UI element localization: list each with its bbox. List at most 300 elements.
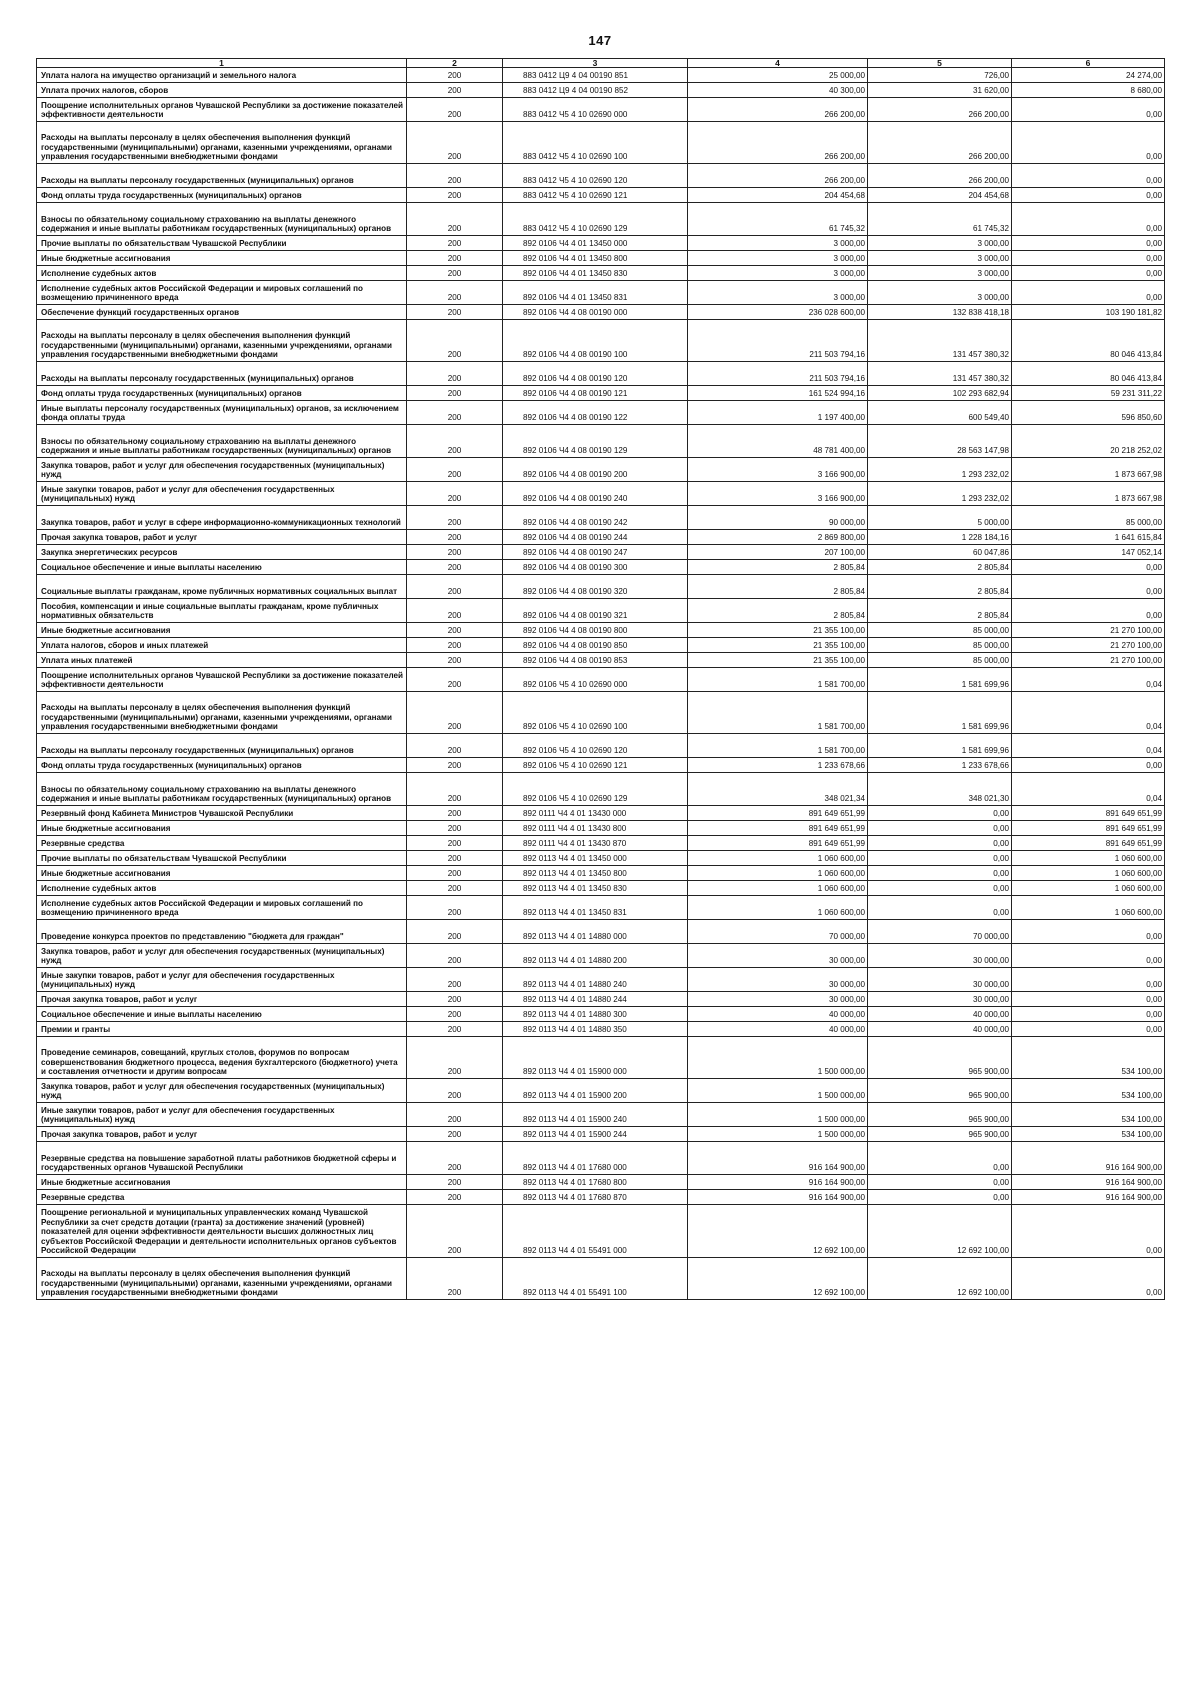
row-line-code: 200 <box>407 560 503 575</box>
row-line-code: 200 <box>407 320 503 362</box>
column-header-4: 4 <box>688 59 868 68</box>
table-row <box>37 560 1165 575</box>
row-line-code: 200 <box>407 920 503 944</box>
table-row <box>37 401 1165 425</box>
row-name: Резервные средства <box>37 1190 407 1205</box>
row-name: Закупка товаров, работ и услуг для обеспечения государственных (муниципальных) нужд <box>37 944 407 968</box>
row-unexecuted-amount: 0,00 <box>1012 575 1165 599</box>
table-row <box>37 188 1165 203</box>
row-line-code: 200 <box>407 530 503 545</box>
row-unexecuted-amount: 534 100,00 <box>1012 1037 1165 1079</box>
row-name: Уплата налогов, сборов и иных платежей <box>37 638 407 653</box>
row-unexecuted-amount: 20 218 252,02 <box>1012 425 1165 458</box>
row-approved-amount: 3 000,00 <box>688 251 868 266</box>
row-approved-amount: 1 500 000,00 <box>688 1127 868 1142</box>
row-line-code: 200 <box>407 236 503 251</box>
row-budget-code: 892 0111 Ч4 4 01 13430 000 <box>503 806 688 821</box>
row-name: Уплата иных платежей <box>37 653 407 668</box>
row-name: Социальное обеспечение и иные выплаты населению <box>37 560 407 575</box>
row-unexecuted-amount: 80 046 413,84 <box>1012 320 1165 362</box>
row-name: Поощрение исполнительных органов Чувашской Республики за достижение показателей эффективности деятельности <box>37 98 407 122</box>
row-executed-amount: 3 000,00 <box>868 266 1012 281</box>
table-row <box>37 83 1165 98</box>
row-unexecuted-amount: 0,00 <box>1012 188 1165 203</box>
table-row <box>37 836 1165 851</box>
row-executed-amount: 30 000,00 <box>868 944 1012 968</box>
row-budget-code: 892 0113 Ч4 4 01 13450 800 <box>503 866 688 881</box>
row-line-code: 200 <box>407 623 503 638</box>
row-executed-amount: 85 000,00 <box>868 653 1012 668</box>
row-line-code: 200 <box>407 386 503 401</box>
row-executed-amount: 131 457 380,32 <box>868 362 1012 386</box>
row-line-code: 200 <box>407 281 503 305</box>
row-unexecuted-amount: 0,00 <box>1012 1205 1165 1258</box>
table-row <box>37 851 1165 866</box>
table-row <box>37 362 1165 386</box>
row-line-code: 200 <box>407 575 503 599</box>
row-unexecuted-amount: 21 270 100,00 <box>1012 623 1165 638</box>
row-name: Расходы на выплаты персоналу государственных (муниципальных) органов <box>37 164 407 188</box>
row-approved-amount: 40 000,00 <box>688 1007 868 1022</box>
row-line-code: 200 <box>407 545 503 560</box>
row-unexecuted-amount: 0,00 <box>1012 203 1165 236</box>
row-approved-amount: 30 000,00 <box>688 992 868 1007</box>
row-executed-amount: 1 293 232,02 <box>868 458 1012 482</box>
row-approved-amount: 30 000,00 <box>688 944 868 968</box>
row-unexecuted-amount: 147 052,14 <box>1012 545 1165 560</box>
row-approved-amount: 916 164 900,00 <box>688 1175 868 1190</box>
table-row <box>37 806 1165 821</box>
table-row <box>37 320 1165 362</box>
row-executed-amount: 3 000,00 <box>868 281 1012 305</box>
row-executed-amount: 965 900,00 <box>868 1037 1012 1079</box>
row-budget-code: 892 0106 Ч4 4 08 00190 853 <box>503 653 688 668</box>
table-row <box>37 1258 1165 1300</box>
row-budget-code: 883 0412 Ч5 4 10 02690 129 <box>503 203 688 236</box>
row-budget-code: 883 0412 Ч5 4 10 02690 100 <box>503 122 688 164</box>
row-line-code: 200 <box>407 896 503 920</box>
row-name: Уплата налога на имущество организаций и земельного налога <box>37 68 407 83</box>
row-executed-amount: 600 549,40 <box>868 401 1012 425</box>
row-executed-amount: 1 233 678,66 <box>868 758 1012 773</box>
row-budget-code: 892 0106 Ч4 4 08 00190 240 <box>503 482 688 506</box>
row-budget-code: 892 0113 Ч4 4 01 55491 000 <box>503 1205 688 1258</box>
row-executed-amount: 5 000,00 <box>868 506 1012 530</box>
row-approved-amount: 12 692 100,00 <box>688 1258 868 1300</box>
table-row <box>37 653 1165 668</box>
column-header-5: 5 <box>868 59 1012 68</box>
row-budget-code: 892 0106 Ч4 4 08 00190 121 <box>503 386 688 401</box>
row-unexecuted-amount: 0,00 <box>1012 236 1165 251</box>
row-name: Резервный фонд Кабинета Министров Чувашской Республики <box>37 806 407 821</box>
row-executed-amount: 266 200,00 <box>868 98 1012 122</box>
row-budget-code: 892 0106 Ч4 4 08 00190 120 <box>503 362 688 386</box>
row-budget-code: 892 0106 Ч4 4 08 00190 000 <box>503 305 688 320</box>
row-unexecuted-amount: 0,04 <box>1012 773 1165 806</box>
row-unexecuted-amount: 21 270 100,00 <box>1012 638 1165 653</box>
table-row <box>37 896 1165 920</box>
row-name: Прочая закупка товаров, работ и услуг <box>37 1127 407 1142</box>
table-row <box>37 1037 1165 1079</box>
row-line-code: 200 <box>407 638 503 653</box>
row-unexecuted-amount: 0,00 <box>1012 1258 1165 1300</box>
row-budget-code: 892 0113 Ч4 4 01 15900 244 <box>503 1127 688 1142</box>
row-budget-code: 892 0113 Ч4 4 01 55491 100 <box>503 1258 688 1300</box>
row-budget-code: 892 0106 Ч5 4 10 02690 129 <box>503 773 688 806</box>
row-approved-amount: 70 000,00 <box>688 920 868 944</box>
row-line-code: 200 <box>407 668 503 692</box>
row-budget-code: 892 0106 Ч5 4 10 02690 120 <box>503 734 688 758</box>
row-approved-amount: 21 355 100,00 <box>688 638 868 653</box>
row-unexecuted-amount: 534 100,00 <box>1012 1127 1165 1142</box>
table-row <box>37 773 1165 806</box>
row-name: Резервные средства на повышение заработной платы работников бюджетной сферы и государственных органов Чувашской Республики <box>37 1142 407 1175</box>
row-executed-amount: 60 047,86 <box>868 545 1012 560</box>
row-unexecuted-amount: 0,00 <box>1012 1007 1165 1022</box>
row-budget-code: 892 0106 Ч4 4 08 00190 300 <box>503 560 688 575</box>
row-approved-amount: 1 500 000,00 <box>688 1079 868 1103</box>
row-unexecuted-amount: 0,04 <box>1012 668 1165 692</box>
row-approved-amount: 891 649 651,99 <box>688 836 868 851</box>
row-budget-code: 892 0113 Ч4 4 01 15900 200 <box>503 1079 688 1103</box>
row-budget-code: 892 0106 Ч5 4 10 02690 121 <box>503 758 688 773</box>
row-unexecuted-amount: 24 274,00 <box>1012 68 1165 83</box>
row-approved-amount: 3 000,00 <box>688 266 868 281</box>
row-line-code: 200 <box>407 881 503 896</box>
row-unexecuted-amount: 1 060 600,00 <box>1012 881 1165 896</box>
row-approved-amount: 90 000,00 <box>688 506 868 530</box>
row-budget-code: 883 0412 Ч5 4 10 02690 000 <box>503 98 688 122</box>
row-approved-amount: 40 300,00 <box>688 83 868 98</box>
row-line-code: 200 <box>407 1127 503 1142</box>
row-line-code: 200 <box>407 1175 503 1190</box>
row-approved-amount: 3 000,00 <box>688 281 868 305</box>
row-executed-amount: 61 745,32 <box>868 203 1012 236</box>
row-approved-amount: 891 649 651,99 <box>688 821 868 836</box>
row-budget-code: 883 0412 Ц9 4 04 00190 852 <box>503 83 688 98</box>
row-budget-code: 892 0106 Ч4 4 01 13450 800 <box>503 251 688 266</box>
row-approved-amount: 3 166 900,00 <box>688 482 868 506</box>
row-approved-amount: 916 164 900,00 <box>688 1190 868 1205</box>
row-budget-code: 892 0106 Ч4 4 08 00190 100 <box>503 320 688 362</box>
row-approved-amount: 40 000,00 <box>688 1022 868 1037</box>
table-row <box>37 506 1165 530</box>
row-approved-amount: 21 355 100,00 <box>688 653 868 668</box>
row-name: Иные закупки товаров, работ и услуг для обеспечения государственных (муниципальных) нужд <box>37 968 407 992</box>
row-unexecuted-amount: 59 231 311,22 <box>1012 386 1165 401</box>
row-unexecuted-amount: 534 100,00 <box>1012 1079 1165 1103</box>
row-executed-amount: 0,00 <box>868 1175 1012 1190</box>
row-name: Иные выплаты персоналу государственных (муниципальных) органов, за исключением фонда оплаты труда <box>37 401 407 425</box>
row-executed-amount: 0,00 <box>868 836 1012 851</box>
row-unexecuted-amount: 0,00 <box>1012 968 1165 992</box>
row-budget-code: 892 0113 Ч4 4 01 13450 000 <box>503 851 688 866</box>
row-name: Прочая закупка товаров, работ и услуг <box>37 992 407 1007</box>
table-row <box>37 1079 1165 1103</box>
row-approved-amount: 1 581 700,00 <box>688 734 868 758</box>
row-unexecuted-amount: 0,00 <box>1012 560 1165 575</box>
row-line-code: 200 <box>407 944 503 968</box>
row-line-code: 200 <box>407 1190 503 1205</box>
row-approved-amount: 266 200,00 <box>688 164 868 188</box>
row-unexecuted-amount: 891 649 651,99 <box>1012 821 1165 836</box>
row-line-code: 200 <box>407 821 503 836</box>
table-row <box>37 482 1165 506</box>
row-line-code: 200 <box>407 266 503 281</box>
table-row <box>37 122 1165 164</box>
row-approved-amount: 1 581 700,00 <box>688 668 868 692</box>
row-approved-amount: 236 028 600,00 <box>688 305 868 320</box>
row-line-code: 200 <box>407 1037 503 1079</box>
row-budget-code: 892 0111 Ч4 4 01 13430 870 <box>503 836 688 851</box>
table-row <box>37 1007 1165 1022</box>
row-approved-amount: 2 805,84 <box>688 599 868 623</box>
table-row <box>37 1175 1165 1190</box>
row-budget-code: 892 0113 Ч4 4 01 15900 000 <box>503 1037 688 1079</box>
row-name: Пособия, компенсации и иные социальные выплаты гражданам, кроме публичных нормативных обязательств <box>37 599 407 623</box>
row-unexecuted-amount: 1 060 600,00 <box>1012 896 1165 920</box>
row-name: Взносы по обязательному социальному страхованию на выплаты денежного содержания и иные выплаты работникам государственных (муниципальных) органов <box>37 773 407 806</box>
row-budget-code: 892 0113 Ч4 4 01 17680 800 <box>503 1175 688 1190</box>
row-budget-code: 892 0113 Ч4 4 01 14880 244 <box>503 992 688 1007</box>
row-budget-code: 892 0111 Ч4 4 01 13430 800 <box>503 821 688 836</box>
column-header-6: 6 <box>1012 59 1165 68</box>
row-executed-amount: 31 620,00 <box>868 83 1012 98</box>
row-name: Иные бюджетные ассигнования <box>37 251 407 266</box>
table-row <box>37 236 1165 251</box>
row-name: Социальные выплаты гражданам, кроме публичных нормативных социальных выплат <box>37 575 407 599</box>
row-name: Закупка товаров, работ и услуг в сфере информационно-коммуникационных технологий <box>37 506 407 530</box>
row-executed-amount: 132 838 418,18 <box>868 305 1012 320</box>
table-row <box>37 530 1165 545</box>
row-line-code: 200 <box>407 599 503 623</box>
row-name: Иные бюджетные ассигнования <box>37 623 407 638</box>
row-line-code: 200 <box>407 692 503 734</box>
row-executed-amount: 12 692 100,00 <box>868 1205 1012 1258</box>
row-budget-code: 892 0113 Ч4 4 01 13450 830 <box>503 881 688 896</box>
row-name: Прочие выплаты по обязательствам Чувашской Республики <box>37 236 407 251</box>
row-line-code: 200 <box>407 401 503 425</box>
row-line-code: 200 <box>407 653 503 668</box>
row-name: Иные закупки товаров, работ и услуг для обеспечения государственных (муниципальных) нужд <box>37 1103 407 1127</box>
row-unexecuted-amount: 0,00 <box>1012 992 1165 1007</box>
row-budget-code: 892 0106 Ч4 4 08 00190 242 <box>503 506 688 530</box>
row-executed-amount: 0,00 <box>868 806 1012 821</box>
row-unexecuted-amount: 21 270 100,00 <box>1012 653 1165 668</box>
row-unexecuted-amount: 1 060 600,00 <box>1012 851 1165 866</box>
row-unexecuted-amount: 1 641 615,84 <box>1012 530 1165 545</box>
row-executed-amount: 28 563 147,98 <box>868 425 1012 458</box>
row-unexecuted-amount: 1 873 667,98 <box>1012 482 1165 506</box>
row-name: Фонд оплаты труда государственных (муниципальных) органов <box>37 386 407 401</box>
row-line-code: 200 <box>407 1079 503 1103</box>
row-unexecuted-amount: 916 164 900,00 <box>1012 1142 1165 1175</box>
row-name: Исполнение судебных актов Российской Федерации и мировых соглашений по возмещению причиненного вреда <box>37 896 407 920</box>
table-row <box>37 944 1165 968</box>
row-unexecuted-amount: 0,00 <box>1012 98 1165 122</box>
row-budget-code: 892 0106 Ч4 4 08 00190 129 <box>503 425 688 458</box>
table-row <box>37 992 1165 1007</box>
row-name: Иные бюджетные ассигнования <box>37 866 407 881</box>
row-approved-amount: 1 060 600,00 <box>688 896 868 920</box>
row-line-code: 200 <box>407 968 503 992</box>
table-row <box>37 734 1165 758</box>
row-budget-code: 892 0106 Ч5 4 10 02690 100 <box>503 692 688 734</box>
row-budget-code: 892 0106 Ч4 4 08 00190 320 <box>503 575 688 599</box>
table-row <box>37 575 1165 599</box>
row-name: Прочие выплаты по обязательствам Чувашской Республики <box>37 851 407 866</box>
row-approved-amount: 1 060 600,00 <box>688 866 868 881</box>
row-executed-amount: 0,00 <box>868 881 1012 896</box>
row-line-code: 200 <box>407 1103 503 1127</box>
row-line-code: 200 <box>407 734 503 758</box>
table-row <box>37 692 1165 734</box>
row-approved-amount: 266 200,00 <box>688 98 868 122</box>
row-approved-amount: 1 060 600,00 <box>688 851 868 866</box>
row-name: Обеспечение функций государственных органов <box>37 305 407 320</box>
row-name: Расходы на выплаты персоналу государственных (муниципальных) органов <box>37 362 407 386</box>
table-row <box>37 1022 1165 1037</box>
row-unexecuted-amount: 916 164 900,00 <box>1012 1175 1165 1190</box>
row-unexecuted-amount: 0,00 <box>1012 599 1165 623</box>
row-approved-amount: 30 000,00 <box>688 968 868 992</box>
row-name: Резервные средства <box>37 836 407 851</box>
row-budget-code: 892 0106 Ч4 4 08 00190 122 <box>503 401 688 425</box>
row-executed-amount: 0,00 <box>868 851 1012 866</box>
row-executed-amount: 266 200,00 <box>868 164 1012 188</box>
row-budget-code: 892 0113 Ч4 4 01 17680 000 <box>503 1142 688 1175</box>
row-unexecuted-amount: 1 873 667,98 <box>1012 458 1165 482</box>
row-line-code: 200 <box>407 425 503 458</box>
row-name: Расходы на выплаты персоналу в целях обеспечения выполнения функций государственными (муниципальными) органами, казенными учреждениями, органами управления государственными внебюджетными фондами <box>37 1258 407 1300</box>
row-executed-amount: 85 000,00 <box>868 623 1012 638</box>
row-executed-amount: 40 000,00 <box>868 1007 1012 1022</box>
row-budget-code: 892 0106 Ч4 4 01 13450 831 <box>503 281 688 305</box>
row-name: Закупка товаров, работ и услуг для обеспечения государственных (муниципальных) нужд <box>37 458 407 482</box>
table-row <box>37 305 1165 320</box>
row-approved-amount: 211 503 794,16 <box>688 320 868 362</box>
row-executed-amount: 131 457 380,32 <box>868 320 1012 362</box>
row-unexecuted-amount: 596 850,60 <box>1012 401 1165 425</box>
row-executed-amount: 3 000,00 <box>868 251 1012 266</box>
row-executed-amount: 1 581 699,96 <box>868 692 1012 734</box>
row-unexecuted-amount: 0,00 <box>1012 281 1165 305</box>
row-name: Проведение семинаров, совещаний, круглых столов, форумов по вопросам совершенствования бюджетного процесса, ведения бухгалтерского (бюджетного) учета и составления отчетности и другим вопросам <box>37 1037 407 1079</box>
page-number: 147 <box>588 33 612 48</box>
row-approved-amount: 61 745,32 <box>688 203 868 236</box>
row-unexecuted-amount: 1 060 600,00 <box>1012 866 1165 881</box>
row-budget-code: 892 0106 Ч4 4 08 00190 200 <box>503 458 688 482</box>
row-executed-amount: 1 228 184,16 <box>868 530 1012 545</box>
table-row <box>37 758 1165 773</box>
row-unexecuted-amount: 0,00 <box>1012 266 1165 281</box>
row-approved-amount: 207 100,00 <box>688 545 868 560</box>
row-budget-code: 892 0106 Ч4 4 08 00190 850 <box>503 638 688 653</box>
row-approved-amount: 21 355 100,00 <box>688 623 868 638</box>
row-unexecuted-amount: 103 190 181,82 <box>1012 305 1165 320</box>
row-line-code: 200 <box>407 188 503 203</box>
row-executed-amount: 0,00 <box>868 896 1012 920</box>
row-line-code: 200 <box>407 203 503 236</box>
row-executed-amount: 965 900,00 <box>868 1127 1012 1142</box>
row-budget-code: 892 0113 Ч4 4 01 14880 300 <box>503 1007 688 1022</box>
table-row <box>37 668 1165 692</box>
row-approved-amount: 25 000,00 <box>688 68 868 83</box>
row-line-code: 200 <box>407 83 503 98</box>
row-approved-amount: 211 503 794,16 <box>688 362 868 386</box>
row-line-code: 200 <box>407 758 503 773</box>
row-line-code: 200 <box>407 164 503 188</box>
row-name: Расходы на выплаты персоналу в целях обеспечения выполнения функций государственными (муниципальными) органами, казенными учреждениями, органами управления государственными внебюджетными фондами <box>37 320 407 362</box>
row-executed-amount: 1 581 699,96 <box>868 668 1012 692</box>
row-executed-amount: 40 000,00 <box>868 1022 1012 1037</box>
table-row <box>37 164 1165 188</box>
row-line-code: 200 <box>407 68 503 83</box>
column-header-2: 2 <box>407 59 503 68</box>
table-row <box>37 458 1165 482</box>
row-name: Прочая закупка товаров, работ и услуг <box>37 530 407 545</box>
row-line-code: 200 <box>407 1007 503 1022</box>
row-name: Поощрение исполнительных органов Чувашской Республики за достижение показателей эффективности деятельности <box>37 668 407 692</box>
row-executed-amount: 70 000,00 <box>868 920 1012 944</box>
row-budget-code: 892 0106 Ч4 4 08 00190 247 <box>503 545 688 560</box>
row-name: Иные бюджетные ассигнования <box>37 1175 407 1190</box>
column-header-3: 3 <box>503 59 688 68</box>
budget-execution-table <box>36 58 1165 1300</box>
table-body <box>37 68 1165 1300</box>
row-approved-amount: 3 000,00 <box>688 236 868 251</box>
table-row <box>37 251 1165 266</box>
row-name: Исполнение судебных актов <box>37 266 407 281</box>
row-budget-code: 892 0106 Ч4 4 08 00190 321 <box>503 599 688 623</box>
row-name: Поощрение региональной и муниципальных управленческих команд Чувашской Республики за счет средств дотации (гранта) за достижение значений (уровней) показателей для оценки эффективности деятельности высших должностных лиц субъектов Российской Федерации и деятельности исполнительных органов субъектов Российской Федерации <box>37 1205 407 1258</box>
row-name: Расходы на выплаты персоналу в целях обеспечения выполнения функций государственными (муниципальными) органами, казенными учреждениями, органами управления государственными внебюджетными фондами <box>37 122 407 164</box>
row-name: Фонд оплаты труда государственных (муниципальных) органов <box>37 758 407 773</box>
row-line-code: 200 <box>407 251 503 266</box>
row-executed-amount: 85 000,00 <box>868 638 1012 653</box>
row-unexecuted-amount: 0,00 <box>1012 758 1165 773</box>
row-line-code: 200 <box>407 836 503 851</box>
row-line-code: 200 <box>407 458 503 482</box>
table-row <box>37 1142 1165 1175</box>
row-unexecuted-amount: 8 680,00 <box>1012 83 1165 98</box>
column-header-1: 1 <box>37 59 407 68</box>
row-budget-code: 892 0113 Ч4 4 01 17680 870 <box>503 1190 688 1205</box>
table-row <box>37 1103 1165 1127</box>
row-approved-amount: 3 166 900,00 <box>688 458 868 482</box>
table-row <box>37 425 1165 458</box>
row-line-code: 200 <box>407 1258 503 1300</box>
row-budget-code: 883 0412 Ч5 4 10 02690 120 <box>503 164 688 188</box>
row-budget-code: 892 0106 Ч4 4 01 13450 830 <box>503 266 688 281</box>
table-row <box>37 1190 1165 1205</box>
row-line-code: 200 <box>407 866 503 881</box>
row-approved-amount: 891 649 651,99 <box>688 806 868 821</box>
row-budget-code: 883 0412 Ч5 4 10 02690 121 <box>503 188 688 203</box>
table-row <box>37 281 1165 305</box>
row-name: Проведение конкурса проектов по представлению "бюджета для граждан" <box>37 920 407 944</box>
row-executed-amount: 2 805,84 <box>868 560 1012 575</box>
table-row <box>37 386 1165 401</box>
row-executed-amount: 102 293 682,94 <box>868 386 1012 401</box>
table-header <box>37 59 1165 68</box>
row-unexecuted-amount: 0,04 <box>1012 734 1165 758</box>
row-executed-amount: 12 692 100,00 <box>868 1258 1012 1300</box>
row-approved-amount: 348 021,34 <box>688 773 868 806</box>
row-unexecuted-amount: 0,00 <box>1012 251 1165 266</box>
row-approved-amount: 1 197 400,00 <box>688 401 868 425</box>
row-budget-code: 892 0106 Ч5 4 10 02690 000 <box>503 668 688 692</box>
